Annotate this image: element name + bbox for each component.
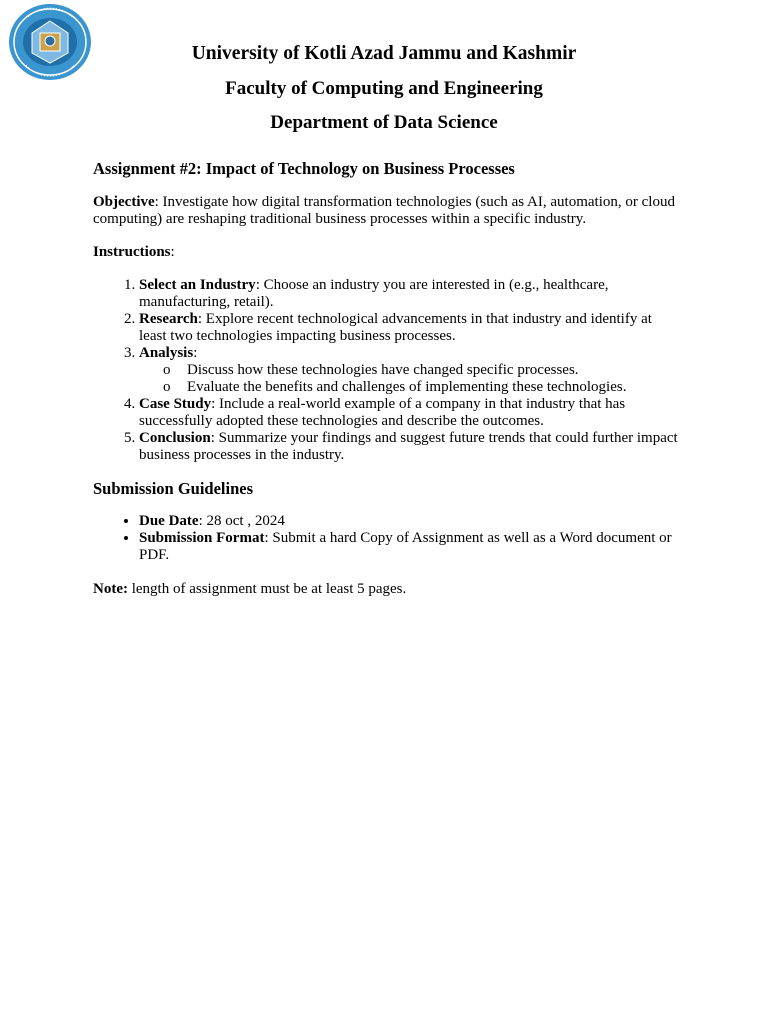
instructions-colon: :	[170, 244, 175, 260]
assignment-title: Assignment #2: Impact of Technology on Business Processes	[93, 159, 515, 178]
objective-text: : Investigate how digital transformation technologies (such as AI, automation, or cloud computing) are reshaping traditional business processes within a specific industry.	[93, 194, 675, 227]
step-label: Conclusion	[139, 430, 211, 446]
guideline-text: : Submit a hard Copy of Assignment as well as a Word document or PDF.	[139, 530, 672, 563]
step-text: : Choose an industry you are interested in (e.g., healthcare, manufacturing, retail).	[139, 277, 609, 310]
list-item	[139, 345, 683, 396]
list-item	[139, 530, 683, 564]
list-item	[139, 430, 683, 464]
document-body	[93, 160, 683, 598]
instructions-list	[93, 277, 683, 464]
note-paragraph	[93, 581, 683, 598]
list-item	[139, 396, 683, 430]
instructions-label: Instructions	[93, 244, 171, 260]
guideline-label: Due Date	[139, 513, 199, 529]
step-text: : Include a real-world example of a company in that industry that has successfully adopted these technologies and describe the outcomes.	[139, 396, 626, 429]
objective-paragraph	[93, 194, 683, 228]
note-label: Note:	[93, 581, 128, 597]
submission-list	[93, 513, 683, 564]
step-label: Analysis	[139, 345, 194, 361]
analysis-sublist	[139, 362, 683, 396]
objective-label: Objective	[93, 194, 155, 210]
faculty-title: Faculty of Computing and Engineering	[225, 78, 543, 99]
list-item	[139, 311, 683, 345]
step-text: : Summarize your findings and suggest future trends that could further impact business processes in the industry.	[139, 430, 678, 463]
list-item	[139, 513, 683, 530]
department-title: Department of Data Science	[270, 112, 498, 133]
step-label: Research	[139, 311, 198, 327]
step-label: Select an Industry	[139, 277, 256, 293]
list-item: o Discuss how these technologies have changed specific processes.	[163, 362, 683, 379]
note-text: length of assignment must be at least 5 pages.	[127, 581, 407, 597]
step-label: Case Study	[139, 396, 212, 412]
list-item: o Evaluate the benefits and challenges of implementing these technologies.	[163, 379, 683, 396]
guideline-text: : 28 oct , 2024	[198, 513, 285, 529]
instructions-heading	[93, 244, 683, 261]
step-text: :	[193, 345, 198, 361]
list-item	[139, 277, 683, 311]
step-text: : Explore recent technological advancements in that industry and identify at least two technologies impacting business processes.	[139, 311, 652, 344]
university-title: University of Kotli Azad Jammu and Kashmir	[191, 43, 577, 64]
submission-heading: Submission Guidelines	[93, 479, 254, 498]
university-logo-icon	[8, 3, 92, 81]
guideline-label: Submission Format	[139, 530, 265, 546]
